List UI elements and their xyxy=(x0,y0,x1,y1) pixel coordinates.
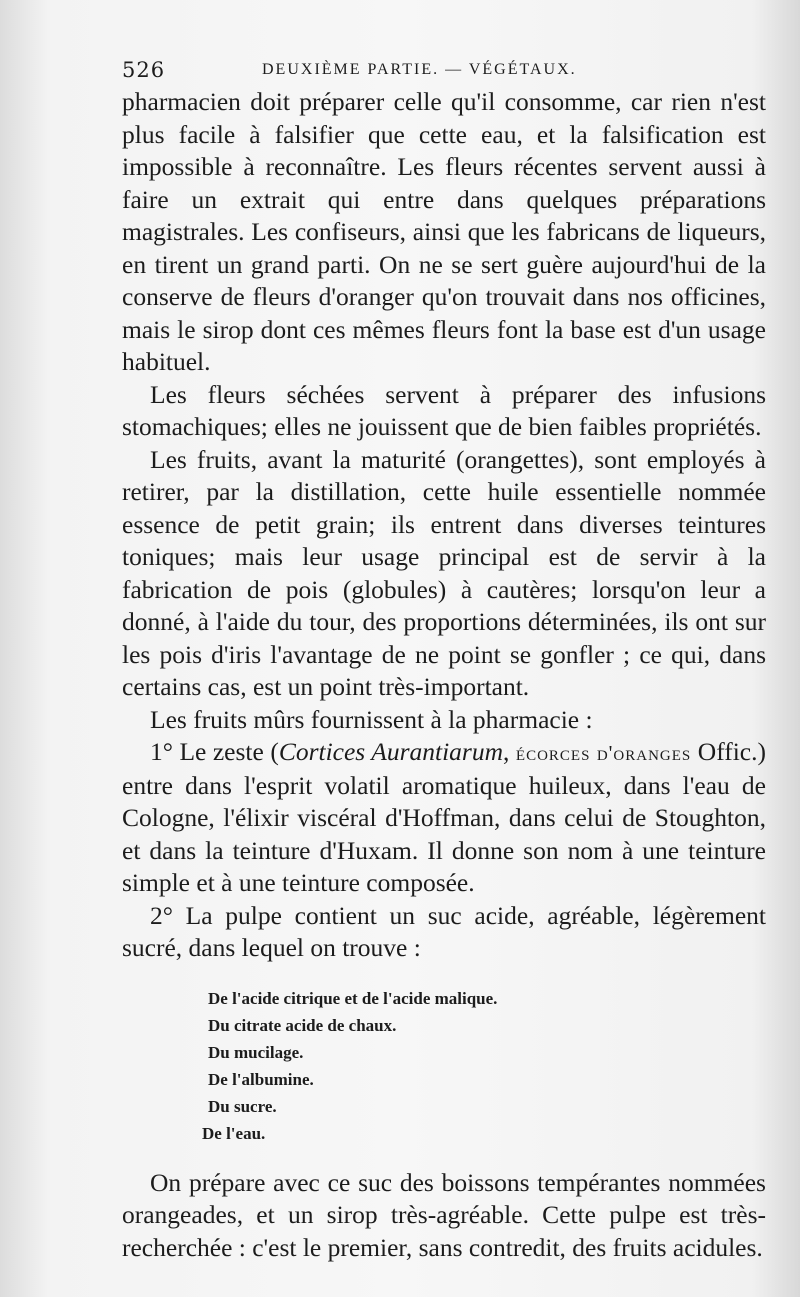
p5-comma: , xyxy=(503,737,516,766)
list-item: De l'eau. xyxy=(202,1123,266,1143)
p5-lead: 1° Le zeste ( xyxy=(150,737,279,766)
paragraph-7: On prépare avec ce suc des boissons tempérantes nommées orangeades, et un sirop très-agréable. Cette pulpe est très-recherchée : c'est le premier, sans contredit, des fruits acidules. xyxy=(122,1167,766,1262)
p5-small-caps: écorces d'oranges xyxy=(515,741,692,765)
running-title: DEUXIÈME PARTIE. — VÉGÉTAUX. xyxy=(262,61,577,78)
p5-rest: Offic.) entre dans l'esprit volatil aromatique huileux, dans l'eau de Cologne, l'élixir viscéral d'Hoffman, dans celui de Stoughton, et dans la teinture d'Huxam. Il donne son nom à une teinture simple et à une teinture composée. xyxy=(122,737,766,897)
list-item: De l'acide citrique et de l'acide malique. xyxy=(208,988,498,1008)
page-number: 526 xyxy=(122,58,166,82)
composition-list xyxy=(202,985,766,1147)
p5-latin-name: Cortices Aurantiarum xyxy=(278,737,504,766)
paragraph-2: Les fleurs séchées servent à préparer des infusions stomachiques; elles ne jouissent que de bien faibles propriétés. xyxy=(122,379,766,441)
paragraph-4: Les fruits mûrs fournissent à la pharmacie : xyxy=(150,704,593,734)
list-item: Du sucre. xyxy=(208,1096,277,1116)
paragraph-6: 2° La pulpe contient un suc acide, agréable, légèrement sucré, dans lequel on trouve : xyxy=(122,900,766,962)
body-text xyxy=(122,86,766,1264)
list-item: De l'albumine. xyxy=(208,1069,314,1089)
list-item: Du citrate acide de chaux. xyxy=(208,1015,397,1035)
paragraph-3: Les fruits, avant la maturité (orangettes), sont employés à retirer, par la distillation, cette huile essentielle nommée essence de petit grain; ils entrent dans diverses teintures toniques; mais leur usage principal est de servir à la fabrication de pois (globules) à cautères; lorsqu'on leur a donné, à l'aide du tour, des proportions déterminées, ils ont sur les pois d'iris l'avantage de ne point se gonfler ; ce qui, dans certains cas, est un point très-important. xyxy=(122,444,766,701)
paragraph-1: pharmacien doit préparer celle qu'il consomme, car rien n'est plus facile à falsifier que cette eau, et la falsification est impossible à reconnaître. Les fleurs récentes servent aussi à faire un extrait qui entre dans quelques préparations magistrales. Les confiseurs, ainsi que les fabricans de liqueurs, en tirent un grand parti. On ne se sert guère aujourd'hui de la conserve de fleurs d'oranger qu'on trouvait dans nos officines, mais le sirop dont ces mêmes fleurs font la base est d'un usage habituel. xyxy=(122,87,766,376)
paragraph-5 xyxy=(122,736,766,900)
list-item: Du mucilage. xyxy=(208,1042,304,1062)
